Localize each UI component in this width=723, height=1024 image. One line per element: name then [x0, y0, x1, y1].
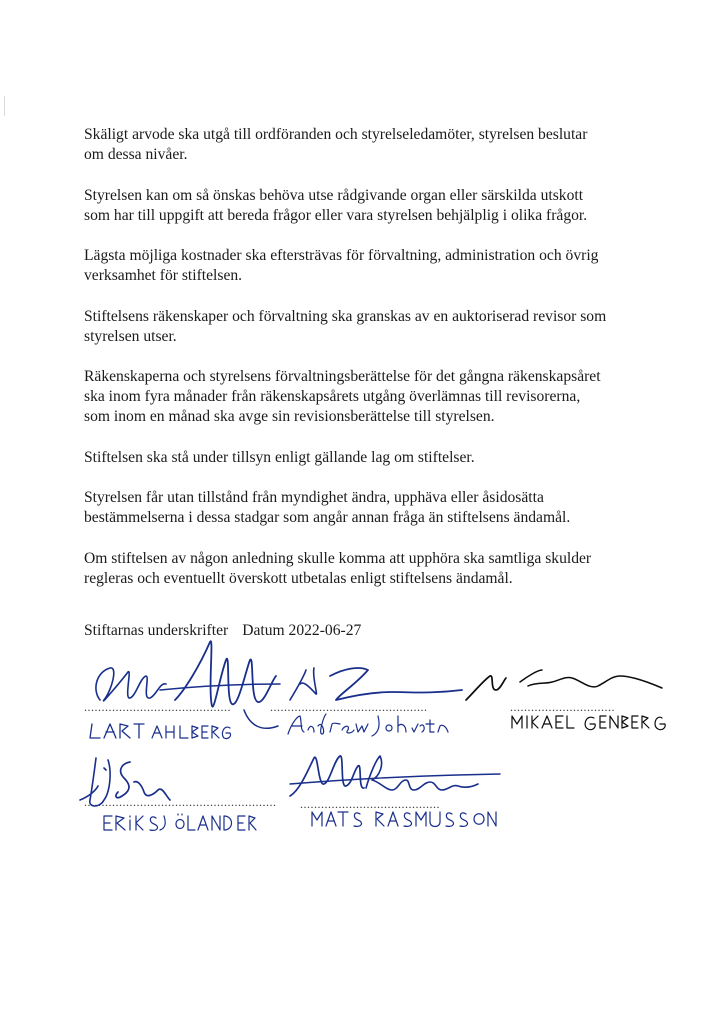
text-line: Styrelsen kan om så önskas behöva utse rådgivande organ eller särskilda utskott: [84, 186, 584, 204]
signature-dotted-line: ........................................: [300, 797, 440, 811]
text-line: regleras och eventuellt överskott utbetalas enligt stiftelsens ändamål.: [84, 569, 513, 587]
text-line: Räkenskaperna och styrelsens förvaltningsberättelse för det gångna räkenskapsåret: [84, 368, 601, 385]
signature-dotted-line: ..........................................: [84, 700, 231, 714]
signatures-heading: Stiftarnas underskrifter: [84, 622, 229, 639]
signature-3: [466, 670, 665, 730]
text-line: verksamhet för stiftelsen.: [84, 267, 243, 284]
text-line: Om stiftelsen av någon anledning skulle komma att upphöra ska samtliga skulder: [84, 549, 592, 567]
text-line: Skäligt arvode ska utgå till ordföranden och styrelseledamöter, styrelsen beslutar: [84, 126, 588, 143]
text-line: om dessa nivåer.: [84, 146, 188, 163]
signature-1: [90, 641, 280, 738]
text-line: styrelsen utser.: [84, 327, 177, 345]
text-line: ska inom fyra månader från räkenskapsårets utgång överlämnas till revisorerna,: [84, 388, 581, 405]
signature-date: Datum 2022-06-27: [242, 622, 362, 639]
signature-4: [80, 758, 256, 830]
signature-dotted-line: ..............................: [510, 700, 615, 714]
text-line: bestämmelserna i dessa stadgar som angår annan fråga än stiftelsens ändamål.: [84, 509, 571, 526]
text-line: Stiftelsen ska stå under tillsyn enligt gällande lag om stiftelser.: [84, 448, 475, 466]
signature-2: [288, 668, 462, 736]
signature-dotted-line: .......................................................: [84, 795, 277, 809]
signature-5: [290, 756, 500, 827]
text-line: som har till uppgift att bereda frågor eller vara styrelsen behjälplig i olika frågor.: [84, 206, 588, 224]
signature-dotted-line: .............................................: [270, 700, 428, 714]
text-line: som inom en månad ska avge sin revisionsberättelse till styrelsen.: [84, 408, 495, 425]
text-line: Lägsta möjliga kostnader ska eftersträvas för förvaltning, administration och övrig: [84, 247, 599, 264]
text-line: Stiftelsens räkenskaper och förvaltning ska granskas av en auktoriserad revisor som: [84, 307, 607, 325]
text-line: Styrelsen får utan tillstånd från myndighet ändra, upphäva eller åsidosätta: [84, 489, 544, 506]
